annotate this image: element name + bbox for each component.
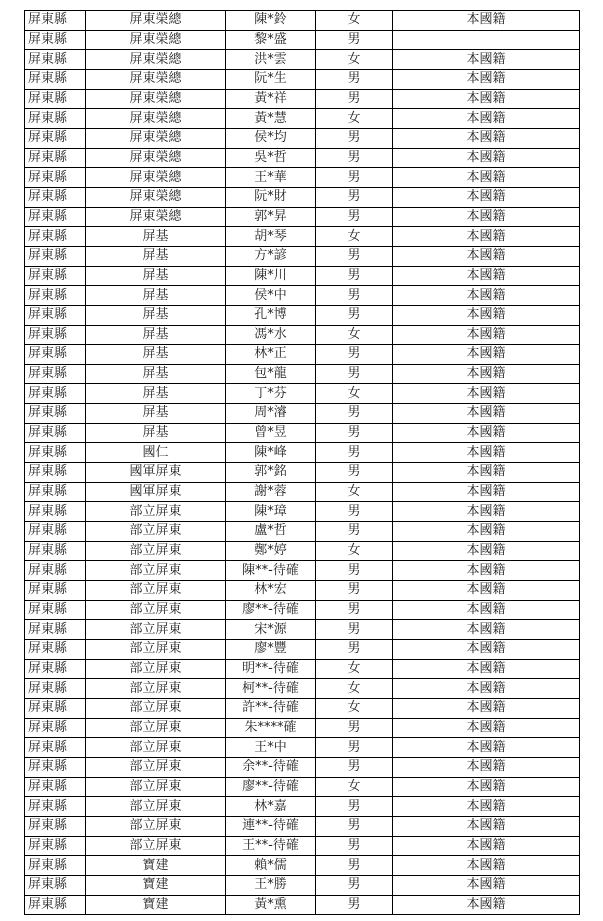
name-cell: 林*嘉 — [226, 797, 316, 817]
nationality-cell: 本國籍 — [393, 698, 580, 718]
table-row — [25, 30, 580, 50]
name-cell: 馮*水 — [226, 325, 316, 345]
gender-cell: 男 — [316, 305, 393, 325]
name-cell: 黃*熏 — [226, 895, 316, 915]
gender-cell: 男 — [316, 581, 393, 601]
hospital-cell: 部立屏東 — [86, 797, 226, 817]
county-cell: 屏東縣 — [25, 89, 86, 109]
nationality-cell: 本國籍 — [393, 384, 580, 404]
gender-cell: 女 — [316, 227, 393, 247]
table-row — [25, 69, 580, 89]
nationality-cell: 本國籍 — [393, 50, 580, 70]
name-cell: 王*中 — [226, 738, 316, 758]
table-row — [25, 561, 580, 581]
county-cell: 屏東縣 — [25, 698, 86, 718]
nationality-cell: 本國籍 — [393, 581, 580, 601]
name-cell: 陳*川 — [226, 266, 316, 286]
county-cell: 屏東縣 — [25, 187, 86, 207]
hospital-cell: 部立屏東 — [86, 659, 226, 679]
table-row — [25, 659, 580, 679]
county-cell: 屏東縣 — [25, 797, 86, 817]
gender-cell: 男 — [316, 128, 393, 148]
county-cell: 屏東縣 — [25, 600, 86, 620]
name-cell: 阮*財 — [226, 187, 316, 207]
table-row — [25, 581, 580, 601]
gender-cell: 男 — [316, 30, 393, 50]
name-cell: 侯*均 — [226, 128, 316, 148]
hospital-cell: 屏東榮總 — [86, 109, 226, 129]
county-cell: 屏東縣 — [25, 581, 86, 601]
nationality-cell: 本國籍 — [393, 266, 580, 286]
hospital-cell: 屏基 — [86, 364, 226, 384]
county-cell: 屏東縣 — [25, 69, 86, 89]
gender-cell: 男 — [316, 836, 393, 856]
gender-cell: 男 — [316, 738, 393, 758]
nationality-cell: 本國籍 — [393, 207, 580, 227]
gender-cell: 男 — [316, 345, 393, 365]
table-row — [25, 50, 580, 70]
county-cell: 屏東縣 — [25, 207, 86, 227]
table-row — [25, 325, 580, 345]
table-row — [25, 404, 580, 424]
hospital-cell: 屏基 — [86, 266, 226, 286]
hospital-cell: 部立屏東 — [86, 600, 226, 620]
gender-cell: 男 — [316, 443, 393, 463]
nationality-cell: 本國籍 — [393, 286, 580, 306]
gender-cell: 男 — [316, 463, 393, 483]
nationality-cell: 本國籍 — [393, 227, 580, 247]
name-cell: 王**-待確 — [226, 836, 316, 856]
name-cell: 余**-待確 — [226, 757, 316, 777]
hospital-cell: 屏東榮總 — [86, 207, 226, 227]
hospital-cell: 部立屏東 — [86, 777, 226, 797]
gender-cell: 男 — [316, 797, 393, 817]
name-cell: 宋*源 — [226, 620, 316, 640]
nationality-cell: 本國籍 — [393, 246, 580, 266]
gender-cell: 女 — [316, 541, 393, 561]
hospital-cell: 部立屏東 — [86, 581, 226, 601]
table-row — [25, 246, 580, 266]
name-cell: 侯*中 — [226, 286, 316, 306]
gender-cell: 男 — [316, 718, 393, 738]
nationality-cell: 本國籍 — [393, 364, 580, 384]
name-cell: 林*宏 — [226, 581, 316, 601]
hospital-cell: 屏基 — [86, 345, 226, 365]
name-cell: 胡*琴 — [226, 227, 316, 247]
hospital-cell: 部立屏東 — [86, 816, 226, 836]
county-cell: 屏東縣 — [25, 325, 86, 345]
gender-cell: 女 — [316, 777, 393, 797]
nationality-cell: 本國籍 — [393, 659, 580, 679]
name-cell: 連**-待確 — [226, 816, 316, 836]
nationality-cell: 本國籍 — [393, 325, 580, 345]
nationality-cell: 本國籍 — [393, 797, 580, 817]
county-cell: 屏東縣 — [25, 679, 86, 699]
table-row — [25, 757, 580, 777]
name-cell: 謝*蓉 — [226, 482, 316, 502]
hospital-cell: 屏東榮總 — [86, 128, 226, 148]
gender-cell: 女 — [316, 325, 393, 345]
name-cell: 陳**-待確 — [226, 561, 316, 581]
table-row — [25, 384, 580, 404]
table-row — [25, 718, 580, 738]
name-cell: 丁*芬 — [226, 384, 316, 404]
county-cell: 屏東縣 — [25, 443, 86, 463]
nationality-cell: 本國籍 — [393, 482, 580, 502]
hospital-cell: 屏基 — [86, 423, 226, 443]
county-cell: 屏東縣 — [25, 541, 86, 561]
gender-cell: 男 — [316, 286, 393, 306]
gender-cell: 女 — [316, 11, 393, 31]
table-row — [25, 168, 580, 188]
table-row — [25, 679, 580, 699]
name-cell: 阮*生 — [226, 69, 316, 89]
table-row — [25, 207, 580, 227]
county-cell: 屏東縣 — [25, 482, 86, 502]
name-cell: 許**-待確 — [226, 698, 316, 718]
county-cell: 屏東縣 — [25, 148, 86, 168]
hospital-cell: 屏東榮總 — [86, 30, 226, 50]
hospital-cell: 部立屏東 — [86, 502, 226, 522]
table-row — [25, 895, 580, 915]
gender-cell: 男 — [316, 620, 393, 640]
county-cell: 屏東縣 — [25, 384, 86, 404]
hospital-cell: 屏基 — [86, 246, 226, 266]
hospital-cell: 屏基 — [86, 404, 226, 424]
name-cell: 廖*豐 — [226, 640, 316, 660]
name-cell: 明**-待確 — [226, 659, 316, 679]
gender-cell: 男 — [316, 266, 393, 286]
gender-cell: 男 — [316, 522, 393, 542]
table-row — [25, 443, 580, 463]
hospital-cell: 國仁 — [86, 443, 226, 463]
county-cell: 屏東縣 — [25, 305, 86, 325]
table-row — [25, 227, 580, 247]
nationality-cell: 本國籍 — [393, 69, 580, 89]
hospital-cell: 部立屏東 — [86, 679, 226, 699]
name-cell: 朱****確 — [226, 718, 316, 738]
county-cell: 屏東縣 — [25, 620, 86, 640]
gender-cell: 女 — [316, 698, 393, 718]
nationality-cell: 本國籍 — [393, 561, 580, 581]
county-cell: 屏東縣 — [25, 836, 86, 856]
gender-cell: 男 — [316, 69, 393, 89]
name-cell: 黃*慧 — [226, 109, 316, 129]
nationality-cell: 本國籍 — [393, 875, 580, 895]
table-row — [25, 364, 580, 384]
name-cell: 方*諺 — [226, 246, 316, 266]
name-cell: 王*勝 — [226, 875, 316, 895]
table-row — [25, 89, 580, 109]
hospital-cell: 屏基 — [86, 286, 226, 306]
name-cell: 賴*儒 — [226, 856, 316, 876]
name-cell: 盧*哲 — [226, 522, 316, 542]
hospital-cell: 屏東榮總 — [86, 11, 226, 31]
table-row — [25, 11, 580, 31]
gender-cell: 男 — [316, 757, 393, 777]
table-row — [25, 738, 580, 758]
gender-cell: 男 — [316, 187, 393, 207]
hospital-cell: 部立屏東 — [86, 522, 226, 542]
county-cell: 屏東縣 — [25, 30, 86, 50]
county-cell: 屏東縣 — [25, 640, 86, 660]
name-cell: 曾*昱 — [226, 423, 316, 443]
nationality-cell: 本國籍 — [393, 305, 580, 325]
gender-cell: 男 — [316, 246, 393, 266]
gender-cell: 女 — [316, 384, 393, 404]
hospital-cell: 屏東榮總 — [86, 89, 226, 109]
name-cell: 包*龍 — [226, 364, 316, 384]
county-cell: 屏東縣 — [25, 777, 86, 797]
name-cell: 廖**-待確 — [226, 600, 316, 620]
table-row — [25, 640, 580, 660]
hospital-cell: 國軍屏東 — [86, 482, 226, 502]
gender-cell: 男 — [316, 816, 393, 836]
name-cell: 陳*峰 — [226, 443, 316, 463]
gender-cell: 男 — [316, 207, 393, 227]
nationality-cell: 本國籍 — [393, 168, 580, 188]
county-cell: 屏東縣 — [25, 561, 86, 581]
hospital-cell: 部立屏東 — [86, 738, 226, 758]
table-row — [25, 148, 580, 168]
nationality-cell: 本國籍 — [393, 738, 580, 758]
table-row — [25, 286, 580, 306]
nationality-cell: 本國籍 — [393, 541, 580, 561]
county-cell: 屏東縣 — [25, 875, 86, 895]
county-cell: 屏東縣 — [25, 502, 86, 522]
table-row — [25, 816, 580, 836]
hospital-cell: 屏東榮總 — [86, 168, 226, 188]
table-row — [25, 482, 580, 502]
hospital-cell: 屏基 — [86, 305, 226, 325]
table-row — [25, 541, 580, 561]
nationality-cell: 本國籍 — [393, 620, 580, 640]
name-cell: 孔*博 — [226, 305, 316, 325]
table-row — [25, 109, 580, 129]
hospital-cell: 屏基 — [86, 325, 226, 345]
name-cell: 鄭*婷 — [226, 541, 316, 561]
gender-cell: 女 — [316, 659, 393, 679]
nationality-cell: 本國籍 — [393, 148, 580, 168]
gender-cell: 女 — [316, 482, 393, 502]
hospital-cell: 屏東榮總 — [86, 148, 226, 168]
gender-cell: 男 — [316, 895, 393, 915]
gender-cell: 女 — [316, 679, 393, 699]
table-row — [25, 777, 580, 797]
nationality-cell: 本國籍 — [393, 757, 580, 777]
county-cell: 屏東縣 — [25, 856, 86, 876]
table-row — [25, 856, 580, 876]
nationality-cell: 本國籍 — [393, 718, 580, 738]
gender-cell: 男 — [316, 561, 393, 581]
table-row — [25, 698, 580, 718]
gender-cell: 男 — [316, 168, 393, 188]
county-cell: 屏東縣 — [25, 227, 86, 247]
county-cell: 屏東縣 — [25, 345, 86, 365]
nationality-cell: 本國籍 — [393, 89, 580, 109]
hospital-cell: 部立屏東 — [86, 561, 226, 581]
hospital-cell: 部立屏東 — [86, 541, 226, 561]
county-cell: 屏東縣 — [25, 286, 86, 306]
nationality-cell: 本國籍 — [393, 11, 580, 31]
hospital-cell: 寶建 — [86, 875, 226, 895]
hospital-cell: 屏基 — [86, 384, 226, 404]
county-cell: 屏東縣 — [25, 816, 86, 836]
table-row — [25, 522, 580, 542]
nationality-cell: 本國籍 — [393, 128, 580, 148]
nationality-cell: 本國籍 — [393, 404, 580, 424]
nationality-cell: 本國籍 — [393, 443, 580, 463]
gender-cell: 男 — [316, 600, 393, 620]
nationality-cell: 本國籍 — [393, 463, 580, 483]
nationality-cell: 本國籍 — [393, 502, 580, 522]
gender-cell: 男 — [316, 640, 393, 660]
name-cell: 吳*哲 — [226, 148, 316, 168]
table-row — [25, 423, 580, 443]
county-cell: 屏東縣 — [25, 364, 86, 384]
hospital-cell: 部立屏東 — [86, 620, 226, 640]
hospital-cell: 部立屏東 — [86, 718, 226, 738]
county-cell: 屏東縣 — [25, 757, 86, 777]
hospital-cell: 部立屏東 — [86, 640, 226, 660]
nationality-cell: 本國籍 — [393, 600, 580, 620]
table-row — [25, 305, 580, 325]
nationality-cell: 本國籍 — [393, 423, 580, 443]
gender-cell: 男 — [316, 423, 393, 443]
table-row — [25, 797, 580, 817]
records-table-body — [25, 11, 580, 915]
nationality-cell: 本國籍 — [393, 895, 580, 915]
table-row — [25, 600, 580, 620]
name-cell: 黃*祥 — [226, 89, 316, 109]
gender-cell: 男 — [316, 89, 393, 109]
hospital-cell: 屏東榮總 — [86, 50, 226, 70]
hospital-cell: 部立屏東 — [86, 698, 226, 718]
name-cell: 陳*鈴 — [226, 11, 316, 31]
county-cell: 屏東縣 — [25, 128, 86, 148]
county-cell: 屏東縣 — [25, 246, 86, 266]
name-cell: 柯**-待確 — [226, 679, 316, 699]
hospital-cell: 部立屏東 — [86, 836, 226, 856]
hospital-cell: 國軍屏東 — [86, 463, 226, 483]
table-row — [25, 187, 580, 207]
county-cell: 屏東縣 — [25, 109, 86, 129]
nationality-cell: 本國籍 — [393, 187, 580, 207]
records-table — [24, 10, 580, 915]
hospital-cell: 屏東榮總 — [86, 187, 226, 207]
name-cell: 郭*銘 — [226, 463, 316, 483]
table-row — [25, 836, 580, 856]
table-row — [25, 620, 580, 640]
table-row — [25, 502, 580, 522]
nationality-cell: 本國籍 — [393, 777, 580, 797]
name-cell: 陳*璋 — [226, 502, 316, 522]
name-cell: 周*濬 — [226, 404, 316, 424]
hospital-cell: 寶建 — [86, 895, 226, 915]
name-cell: 黎*盛 — [226, 30, 316, 50]
name-cell: 郭*昇 — [226, 207, 316, 227]
county-cell: 屏東縣 — [25, 659, 86, 679]
nationality-cell: 本國籍 — [393, 679, 580, 699]
table-row — [25, 128, 580, 148]
county-cell: 屏東縣 — [25, 423, 86, 443]
county-cell: 屏東縣 — [25, 718, 86, 738]
gender-cell: 女 — [316, 50, 393, 70]
nationality-cell: 本國籍 — [393, 816, 580, 836]
county-cell: 屏東縣 — [25, 463, 86, 483]
gender-cell: 男 — [316, 875, 393, 895]
nationality-cell: 本國籍 — [393, 856, 580, 876]
county-cell: 屏東縣 — [25, 11, 86, 31]
county-cell: 屏東縣 — [25, 404, 86, 424]
hospital-cell: 部立屏東 — [86, 757, 226, 777]
name-cell: 林*正 — [226, 345, 316, 365]
nationality-cell — [393, 30, 580, 50]
nationality-cell: 本國籍 — [393, 109, 580, 129]
gender-cell: 男 — [316, 856, 393, 876]
county-cell: 屏東縣 — [25, 522, 86, 542]
county-cell: 屏東縣 — [25, 895, 86, 915]
name-cell: 王*華 — [226, 168, 316, 188]
gender-cell: 男 — [316, 502, 393, 522]
hospital-cell: 寶建 — [86, 856, 226, 876]
table-row — [25, 463, 580, 483]
gender-cell: 男 — [316, 148, 393, 168]
hospital-cell: 屏東榮總 — [86, 69, 226, 89]
name-cell: 洪*雲 — [226, 50, 316, 70]
county-cell: 屏東縣 — [25, 266, 86, 286]
gender-cell: 女 — [316, 109, 393, 129]
name-cell: 廖**-待確 — [226, 777, 316, 797]
hospital-cell: 屏基 — [86, 227, 226, 247]
nationality-cell: 本國籍 — [393, 836, 580, 856]
county-cell: 屏東縣 — [25, 738, 86, 758]
nationality-cell: 本國籍 — [393, 345, 580, 365]
county-cell: 屏東縣 — [25, 168, 86, 188]
table-row — [25, 266, 580, 286]
county-cell: 屏東縣 — [25, 50, 86, 70]
nationality-cell: 本國籍 — [393, 522, 580, 542]
gender-cell: 男 — [316, 404, 393, 424]
gender-cell: 男 — [316, 364, 393, 384]
table-row — [25, 875, 580, 895]
nationality-cell: 本國籍 — [393, 640, 580, 660]
table-row — [25, 345, 580, 365]
